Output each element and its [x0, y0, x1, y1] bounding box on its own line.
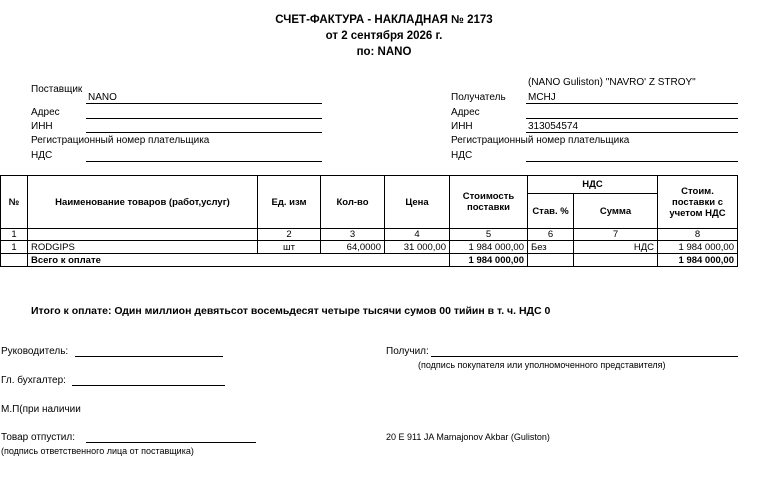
- supplier-label: Поставщик: [31, 84, 83, 95]
- table-row: [1, 241, 738, 254]
- recipient-value: MCHJ: [528, 92, 556, 103]
- received-note: (подпись покупателя или уполномоченного представителя): [418, 360, 666, 370]
- total-total: 1 984 000,00: [658, 254, 738, 267]
- supplier-value: NANO: [88, 92, 117, 103]
- received-signature-line: [431, 356, 738, 357]
- recipient-address-label: Адрес: [451, 107, 480, 118]
- row-qty: 64,0000: [321, 241, 385, 254]
- director-label: Руководитель:: [1, 346, 69, 357]
- total-empty-rate: [528, 254, 574, 267]
- supplier-nds-line: [86, 161, 322, 162]
- header-qty: Кол-во: [321, 176, 385, 229]
- header-sum: Сумма: [574, 194, 658, 229]
- recipient-address-line: [526, 118, 738, 119]
- header-total-with-nds: Стоим. поставки с учетом НДС: [658, 176, 738, 229]
- supplier-line: [86, 103, 322, 104]
- header-unit: Ед. изм: [258, 176, 321, 229]
- header-num: №: [1, 176, 28, 229]
- accountant-label: Гл. бухгалтер:: [1, 375, 66, 386]
- row-num: 1: [1, 241, 28, 254]
- colnum-7: 7: [574, 229, 658, 241]
- row-unit: шт: [258, 241, 321, 254]
- document-by: по: NANO: [356, 46, 412, 58]
- recipient-label: Получатель: [451, 92, 506, 103]
- total-row: [1, 254, 738, 267]
- supplier-address-label: Адрес: [31, 107, 60, 118]
- header-name: Наименование товаров (работ,услуг): [28, 176, 258, 229]
- table-header-row-1: [1, 176, 738, 194]
- column-number-row: [1, 229, 738, 241]
- row-sum: НДС: [574, 241, 658, 254]
- supplier-reg-label: Регистрационный номер плательщика: [31, 135, 210, 146]
- colnum-1b: [28, 229, 258, 241]
- released-label: Товар отпустил:: [1, 432, 75, 443]
- invoice-table: [0, 175, 738, 267]
- total-empty-sum: [574, 254, 658, 267]
- supplier-inn-line: [86, 132, 322, 133]
- accountant-signature-line: [72, 385, 225, 386]
- recipient-inn-label: ИНН: [451, 121, 473, 132]
- colnum-8: 8: [658, 229, 738, 241]
- proxy-info: 20 E 911 JA Mamajonov Akbar (Guliston): [386, 432, 550, 442]
- row-cost: 1 984 000,00: [450, 241, 528, 254]
- supplier-nds-label: НДС: [31, 150, 53, 161]
- recipient-nds-line: [526, 161, 738, 162]
- released-note: (подпись ответственного лица от поставщика): [1, 446, 194, 456]
- supplier-address-line: [86, 118, 322, 119]
- received-label: Получил:: [386, 346, 429, 357]
- colnum-5: 5: [450, 229, 528, 241]
- row-total: 1 984 000,00: [658, 241, 738, 254]
- colnum-3: 3: [321, 229, 385, 241]
- recipient-nds-label: НДС: [451, 150, 473, 161]
- colnum-4: 4: [385, 229, 450, 241]
- total-cost: 1 984 000,00: [450, 254, 528, 267]
- released-signature-line: [86, 442, 256, 443]
- director-signature-line: [75, 356, 223, 357]
- header-rate: Став. %: [528, 194, 574, 229]
- row-name: RODGIPS: [28, 241, 258, 254]
- total-summary: Итого к оплате: Один миллион девятьсот восемьдесят четыре тысячи сумов 00 тийин в т. ч. НДС 0: [31, 305, 551, 317]
- header-price: Цена: [385, 176, 450, 229]
- stamp-label: М.П(при наличии: [1, 404, 81, 415]
- colnum-1: 1: [1, 229, 28, 241]
- recipient-inn-line: [526, 132, 738, 133]
- row-price: 31 000,00: [385, 241, 450, 254]
- colnum-6: 6: [528, 229, 574, 241]
- supplier-inn-label: ИНН: [31, 121, 53, 132]
- header-nds: НДС: [528, 176, 658, 194]
- recipient-reg-label: Регистрационный номер плательщика: [451, 135, 630, 146]
- recipient-inn-value: 313054574: [528, 121, 579, 132]
- document-title: СЧЕТ-ФАКТУРА - НАКЛАДНАЯ № 2173: [275, 14, 493, 26]
- recipient-line: [526, 103, 738, 104]
- total-label: Всего к оплате: [28, 254, 450, 267]
- row-rate: Без: [528, 241, 574, 254]
- total-empty-num: [1, 254, 28, 267]
- document-date: от 2 сентября 2026 г.: [325, 30, 443, 42]
- recipient-name-line: (NANO Guliston) "NAVRO' Z STROY": [528, 77, 696, 88]
- header-cost: Стоимость поставки: [450, 176, 528, 229]
- colnum-2: 2: [258, 229, 321, 241]
